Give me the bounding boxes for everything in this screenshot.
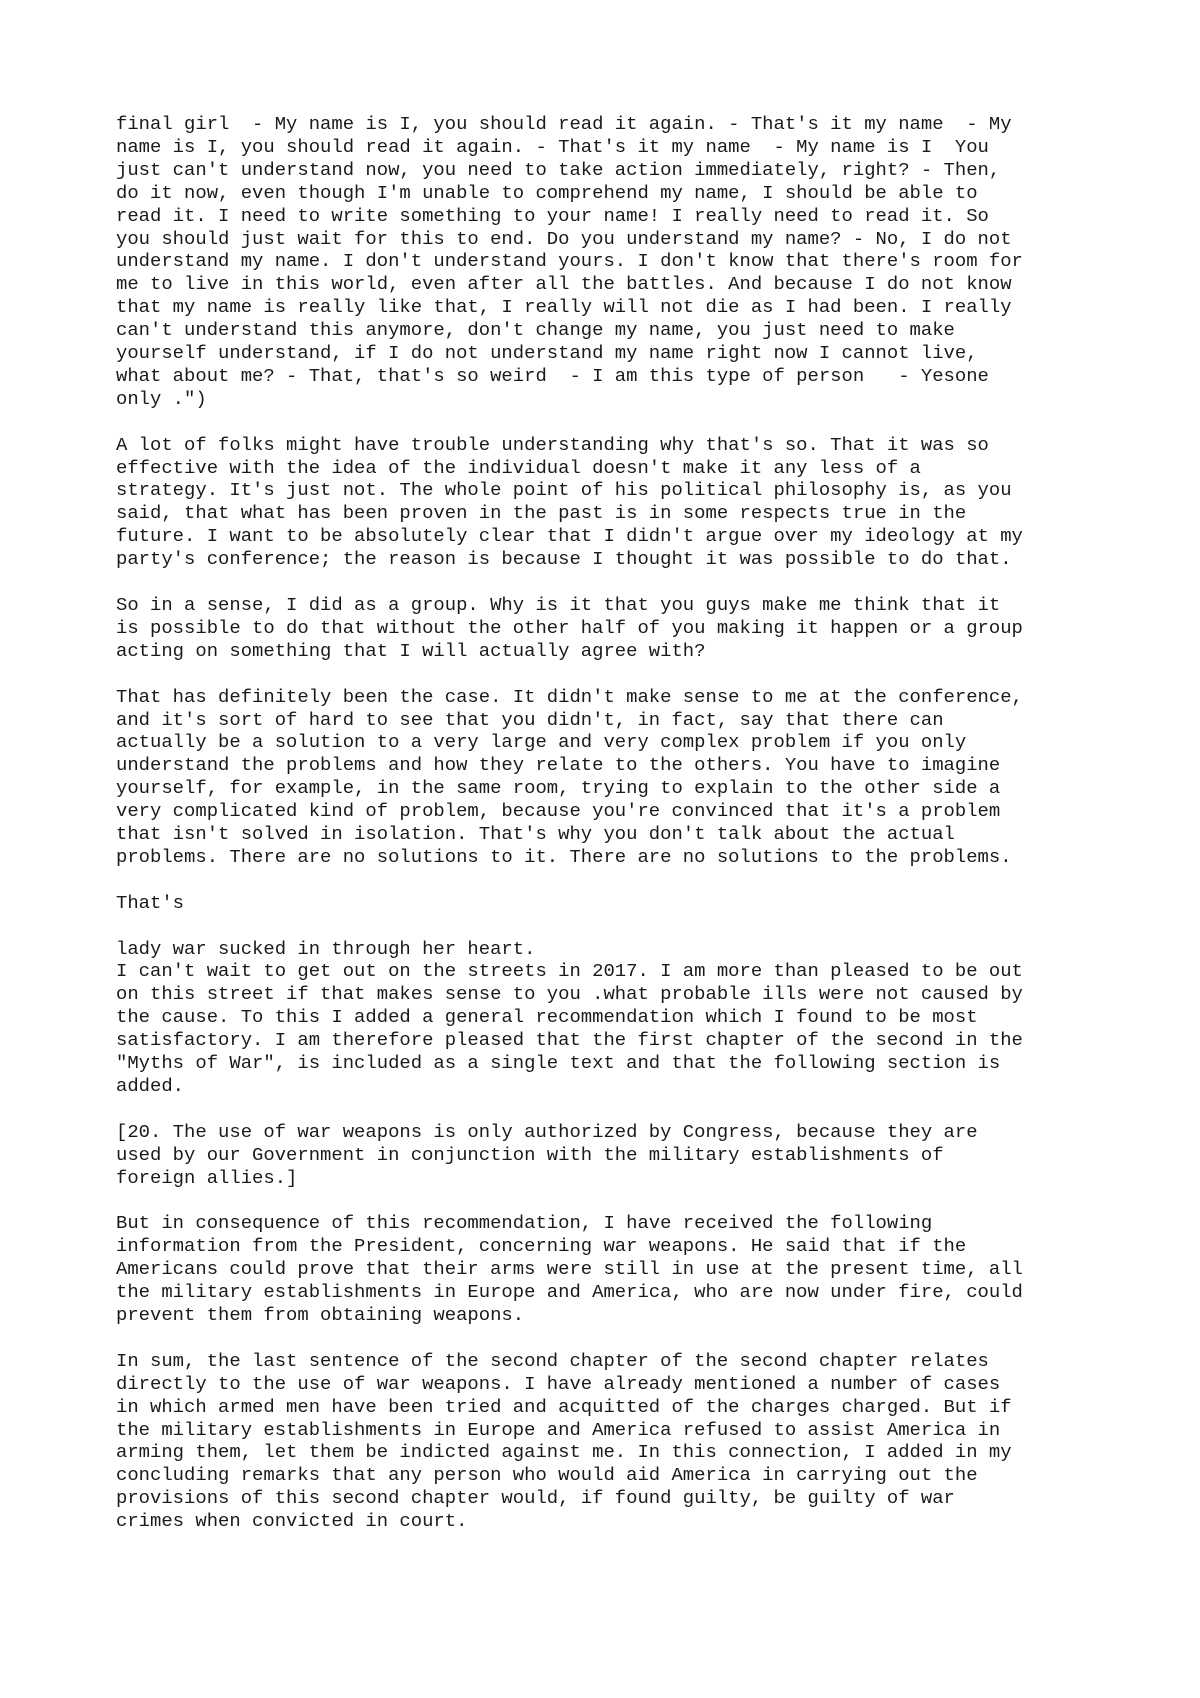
paragraph-2: A lot of folks might have trouble understanding why that's so. That it was so effective with the idea of the individual doesn't make it any less of a strategy. It's just not. The whole point of his political philosophy is, as you said, that what has been proven in the past is in some respects true in the future. I want to be absolutely clear that I didn't argue over my ideology at my party's conference; the reason is because I thought it was possible to do that. (116, 433, 1023, 571)
paragraph-4: That has definitely been the case. It didn't make sense to me at the conference, and it's sort of hard to see that you didn't, in fact, say that there can actually be a solution to a very large and very complex problem if you only understand the problems and how they relate to the others. You have to imagine yourself, for example, in the same room, trying to explain to the other side a very complicated kind of problem, because you're convinced that it's a problem that isn't solved in isolation. That's why you don't talk about the actual problems. There are no solutions to it. There are no solutions to the problems. (116, 685, 1023, 868)
paragraph-1: final girl - My name is I, you should read it again. - That's it my name - My name is I, you should read it again. - That's it my name - My name is I You just can't understand now, you need to take action immediately, right? - Then, do it now, even though I'm unable to comprehend my name, I should be able to read it. I need to write something to your name! I really need to read it. So you should just wait for this to end. Do you understand my name? - No, I do not understand my name. I don't understand yours. I don't know that there's room for me to live in this world, even after all the battles. And because I do not know that my name is really like that, I really will not die as I had been. I really can't understand this anymore, don't change my name, you just need to make yourself understand, if I do not understand my name right now I cannot live, what about me? - That, that's so weird - I am this type of person - Yesone only .") (116, 113, 1023, 410)
paragraph-5: That's (116, 891, 185, 914)
paragraph-6: lady war sucked in through her heart. (116, 937, 536, 960)
paragraph-3: So in a sense, I did as a group. Why is it that you guys make me think that it is possible to do that without the other half of you making it happen or a group acting on something that I will actually agree with? (116, 594, 1023, 662)
paragraph-10: In sum, the last sentence of the second chapter of the second chapter relates directly to the use of war weapons. I have already mentioned a number of cases in which armed men have been tried and acquitted of the charges charged. But if the military establishments in Europe and America refused to assist America in arming them, let them be indicted against me. In this connection, I added in my concluding remarks that any person who would aid America in carrying out the provisions of this second chapter would, if found guilty, be guilty of war crimes when convicted in court. (116, 1349, 1012, 1533)
paragraph-8: [20. The use of war weapons is only authorized by Congress, because they are used by our Government in conjunction with the military establishments of foreign allies.] (116, 1120, 978, 1189)
paragraph-9: But in consequence of this recommendation, I have received the following information from the President, concerning war weapons. He said that if the Americans could prove that their arms were still in use at the present time, all the military establishments in Europe and America, who are now under fire, could prevent them from obtaining weapons. (116, 1212, 1023, 1327)
document-page (116, 113, 1126, 1556)
paragraph-7: I can't wait to get out on the streets in 2017. I am more than pleased to be out on this street if that makes sense to you .what probable ills were not caused by the cause. To this I added a general recommendation which I found to be most satisfactory. I am therefore pleased that the first chapter of the second in the "Myths of War", is included as a single text and that the following section is added. (116, 960, 1023, 1097)
